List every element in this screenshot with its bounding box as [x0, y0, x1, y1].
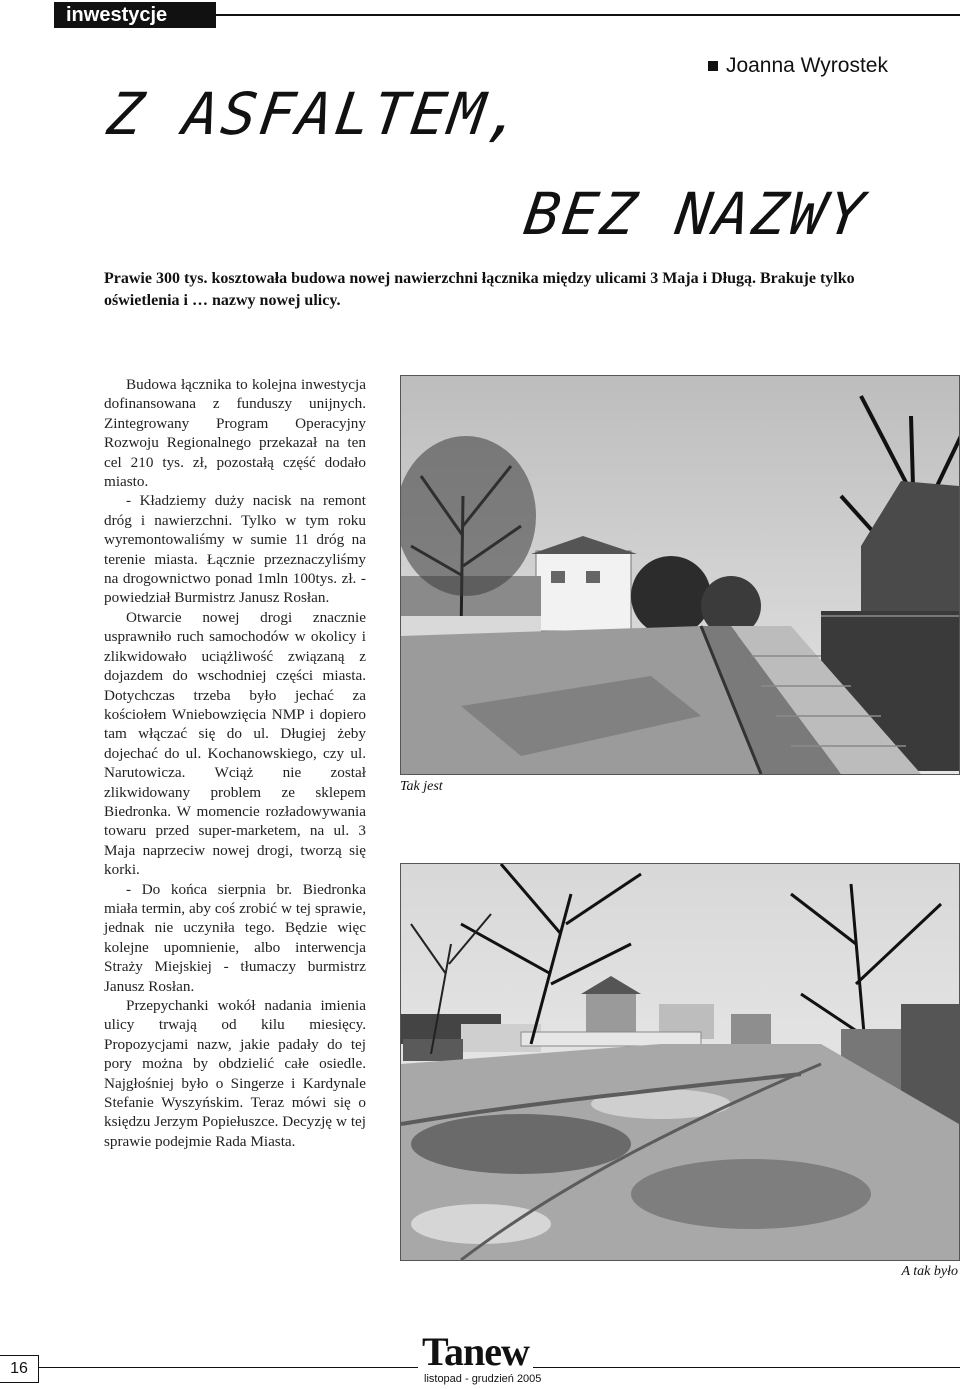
body-paragraph: - Kładziemy duży nacisk na remont dróg i nawierzchni. Tylko w tym roku wyremontowaliśmy w sumie 11 dróg na terenie miasta. Łącznie przeznaczyliśmy na drogownictwo ponad 1mln 100tys. zł. - powiedział Burmistrz Janusz Rosłan.: [104, 492, 366, 607]
magazine-logo: Tanew: [418, 1330, 533, 1374]
article-body: [104, 375, 366, 1151]
headline-line-2: BEZ NAZWY: [520, 180, 872, 248]
photo-new-road-image: [401, 376, 959, 774]
author-name: Joanna Wyrostek: [725, 54, 888, 77]
section-label: inwestycje: [54, 2, 216, 28]
photo-old-road-image: [401, 864, 959, 1260]
body-paragraph: Otwarcie nowej drogi znacznie usprawniło ruch samochodów w okolicy i zlikwidowało uciążliwość związaną z dojazdem do wschodniej części miasta. Dotychczas trzeba było jechać za kościołem Wniebowzięcia NMP i dopiero tam włączać się do ul. Długiej żeby dojechać do ul. Kochanowskiego, czy ul. Narutowicza. Wciąż nie został zlikwidowany problem ze sklepem Biedronka. W momencie rozładowywania towaru przed super-marketem, na ul. 3 Maja naprzeciw nowej drogi, tworzą się korki.: [104, 608, 366, 879]
body-paragraph: Przepychanki wokół nadania imienia ulicy trwają od kilu miesięcy. Propozycjami nazw, jakie padały do tej pory można by obdzielić całe osiedle. Najgłośniej było o Singerze i Kardynale Stefanie Wyszyńskim. Teraz mówi się o księdzu Jerzym Popiełuszce. Decyzję w tej sprawie podejmie Rada Miasta.: [104, 997, 366, 1150]
photo-caption-1: Tak jest: [400, 779, 443, 794]
bullet-square-icon: [708, 61, 718, 71]
header-rule: [216, 14, 960, 16]
photo-old-road: [400, 863, 960, 1261]
photo-new-road: [400, 375, 960, 775]
photo-caption-2: A tak było: [901, 1264, 958, 1279]
page-number: 16: [0, 1355, 39, 1383]
body-paragraph: Budowa łącznika to kolejna inwestycja dofinansowana z funduszy unijnych. Zintegrowany Program Operacyjny Rozwoju Regionalnego przekazał na ten cel 210 tys. zł, pozostałą część dodało miasto.: [104, 376, 366, 491]
author-byline: [708, 54, 888, 78]
lead-paragraph: Prawie 300 tys. kosztowała budowa nowej nawierzchni łącznika między ulicami 3 Maja i Długą. Brakuje tylko oświetlenia i … nazwy nowej ulicy.: [104, 270, 855, 309]
magazine-issue: listopad - grudzień 2005: [424, 1373, 542, 1385]
headline-line-1: Z ASFALTEM,: [103, 80, 530, 148]
body-paragraph: - Do końca sierpnia br. Biedronka miała termin, aby coś zrobić w tej sprawie, jednak nie uczyniła tego. Będzie więc kolejne upomnienie, albo interwencja Straży Miejskiej - tłumaczy burmistrz Janusz Rosłan.: [104, 880, 366, 995]
